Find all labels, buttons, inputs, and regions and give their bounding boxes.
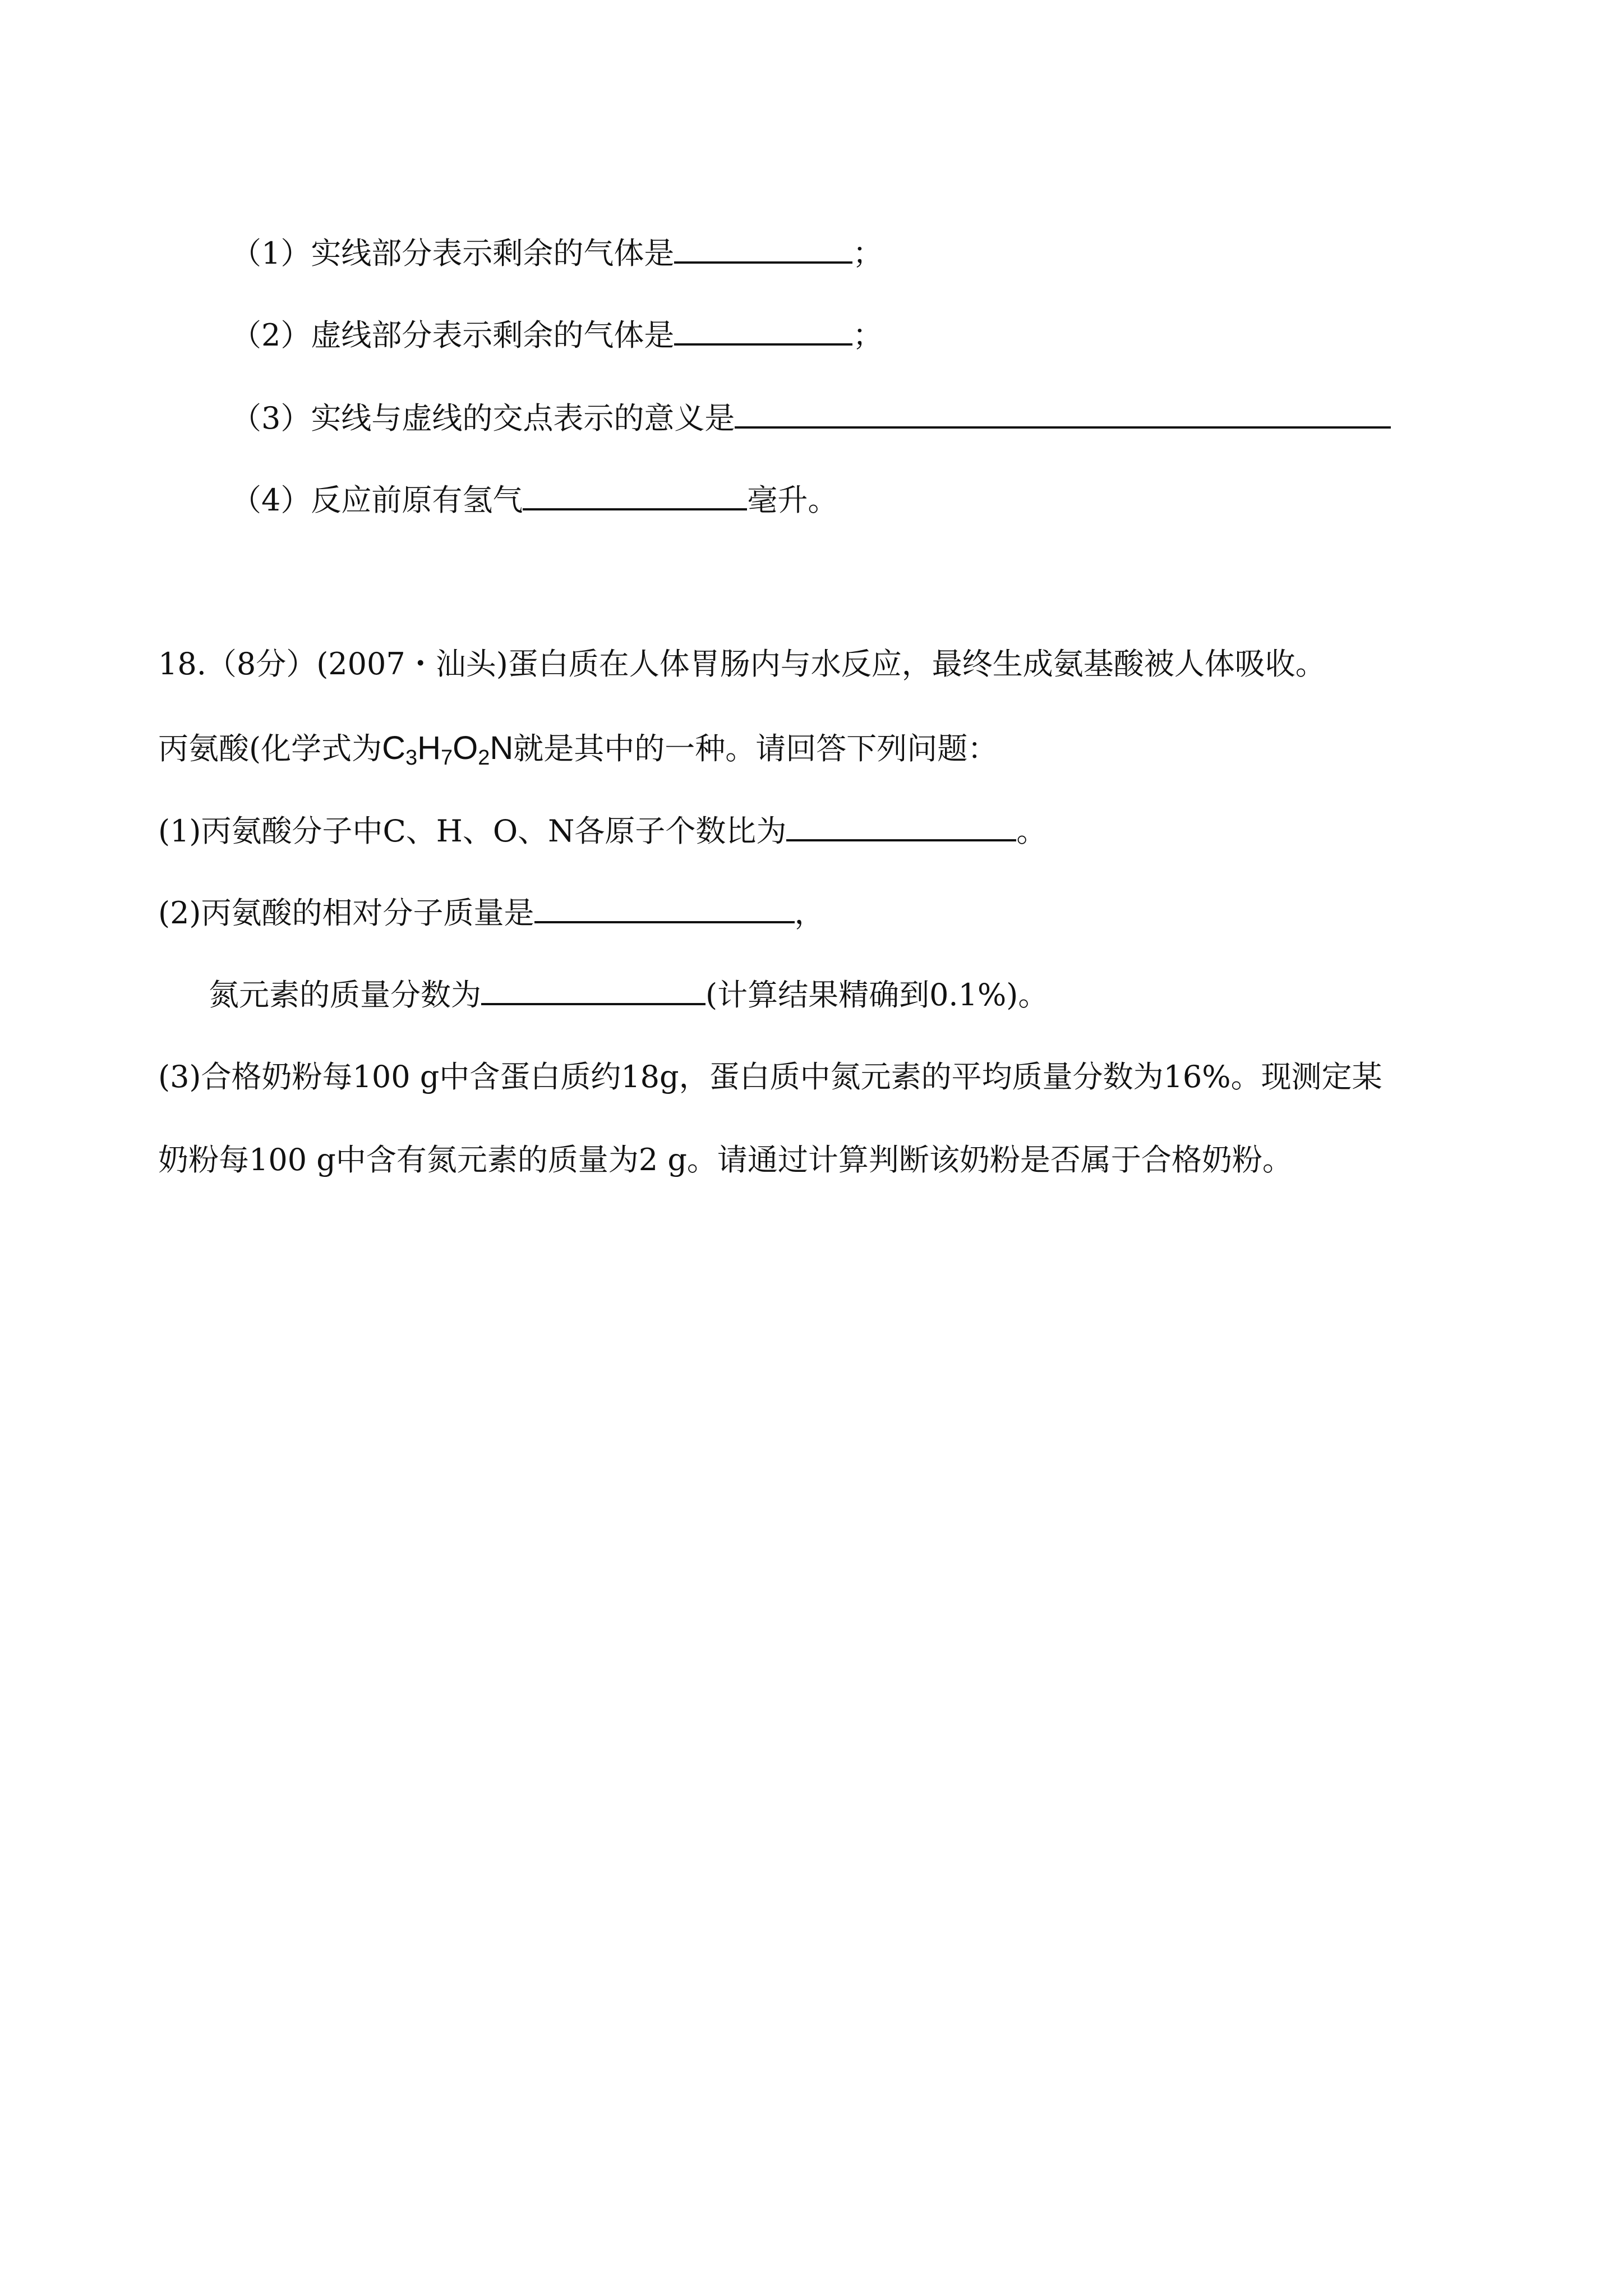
formula-n: N bbox=[490, 730, 514, 766]
q17-item-2 bbox=[231, 314, 883, 356]
q18-answer-blank-2[interactable] bbox=[534, 892, 795, 923]
formula-h: H bbox=[417, 730, 441, 766]
q18-intro bbox=[158, 728, 998, 769]
q18-part-1-suffix: 。 bbox=[1016, 813, 1047, 849]
q18-intro-before: 丙氨酸(化学式为 bbox=[158, 731, 382, 766]
q17-item-3-label: （3）实线与虚线的交点表示的意义是 bbox=[231, 401, 735, 436]
q18-part-2 bbox=[158, 892, 825, 933]
q18-part-1-label: (1)丙氨酸分子中C、H、O、N各原子个数比为 bbox=[158, 813, 787, 849]
formula-h-count: 7 bbox=[441, 746, 453, 770]
formula-o: O bbox=[453, 730, 478, 766]
q18-part-2b bbox=[209, 974, 1048, 1015]
q18-part-2-label: (2)丙氨酸的相对分子质量是 bbox=[158, 895, 534, 931]
q17-answer-blank-2[interactable] bbox=[674, 314, 852, 346]
q17-item-2-label: （2）虚线部分表示剩余的气体是 bbox=[231, 318, 675, 353]
q17-answer-blank-1[interactable] bbox=[674, 232, 852, 264]
q18-header: 18.（8分）(2007・汕头)蛋白质在人体胃肠内与水反应，最终生成氨基酸被人体吸收。 bbox=[158, 646, 1326, 682]
q18-part-2b-label: 氮元素的质量分数为 bbox=[209, 977, 481, 1013]
q18-part-1 bbox=[158, 810, 1046, 852]
formula-o-count: 2 bbox=[478, 746, 490, 770]
q18-intro-after: 就是其中的一种。请回答下列问题： bbox=[513, 731, 998, 766]
q18-answer-blank-1[interactable] bbox=[786, 810, 1016, 841]
alanine-formula bbox=[382, 730, 514, 770]
q17-item-4-suffix: 毫升。 bbox=[747, 482, 838, 518]
formula-c: C bbox=[382, 730, 405, 766]
q17-item-2-suffix: ； bbox=[852, 318, 883, 353]
q18-part-3-line-2: 奶粉每100 g中含有氮元素的质量为2 g。请通过计算判断该奶粉是否属于合格奶粉。 bbox=[158, 1142, 1293, 1177]
q17-item-4 bbox=[231, 479, 838, 521]
q18-part-3-line-1: (3)合格奶粉每100 g中含蛋白质约18g，蛋白质中氮元素的平均质量分数为16%。现测定某 bbox=[158, 1059, 1382, 1094]
q18-answer-blank-3[interactable] bbox=[481, 974, 706, 1005]
q17-answer-blank-4[interactable] bbox=[523, 479, 747, 510]
q17-item-4-label: （4）反应前原有氢气 bbox=[231, 482, 523, 518]
q17-item-3 bbox=[231, 397, 1391, 439]
q18-part-2-suffix: ， bbox=[794, 895, 825, 931]
q17-item-1 bbox=[231, 232, 883, 274]
q17-item-1-label: （1）实线部分表示剩余的气体是 bbox=[231, 236, 675, 271]
formula-c-count: 3 bbox=[405, 746, 418, 770]
q17-answer-blank-3[interactable] bbox=[735, 397, 1391, 429]
q17-item-1-suffix: ； bbox=[852, 236, 883, 271]
q18-part-2b-suffix: (计算结果精确到0.1%)。 bbox=[706, 977, 1049, 1013]
